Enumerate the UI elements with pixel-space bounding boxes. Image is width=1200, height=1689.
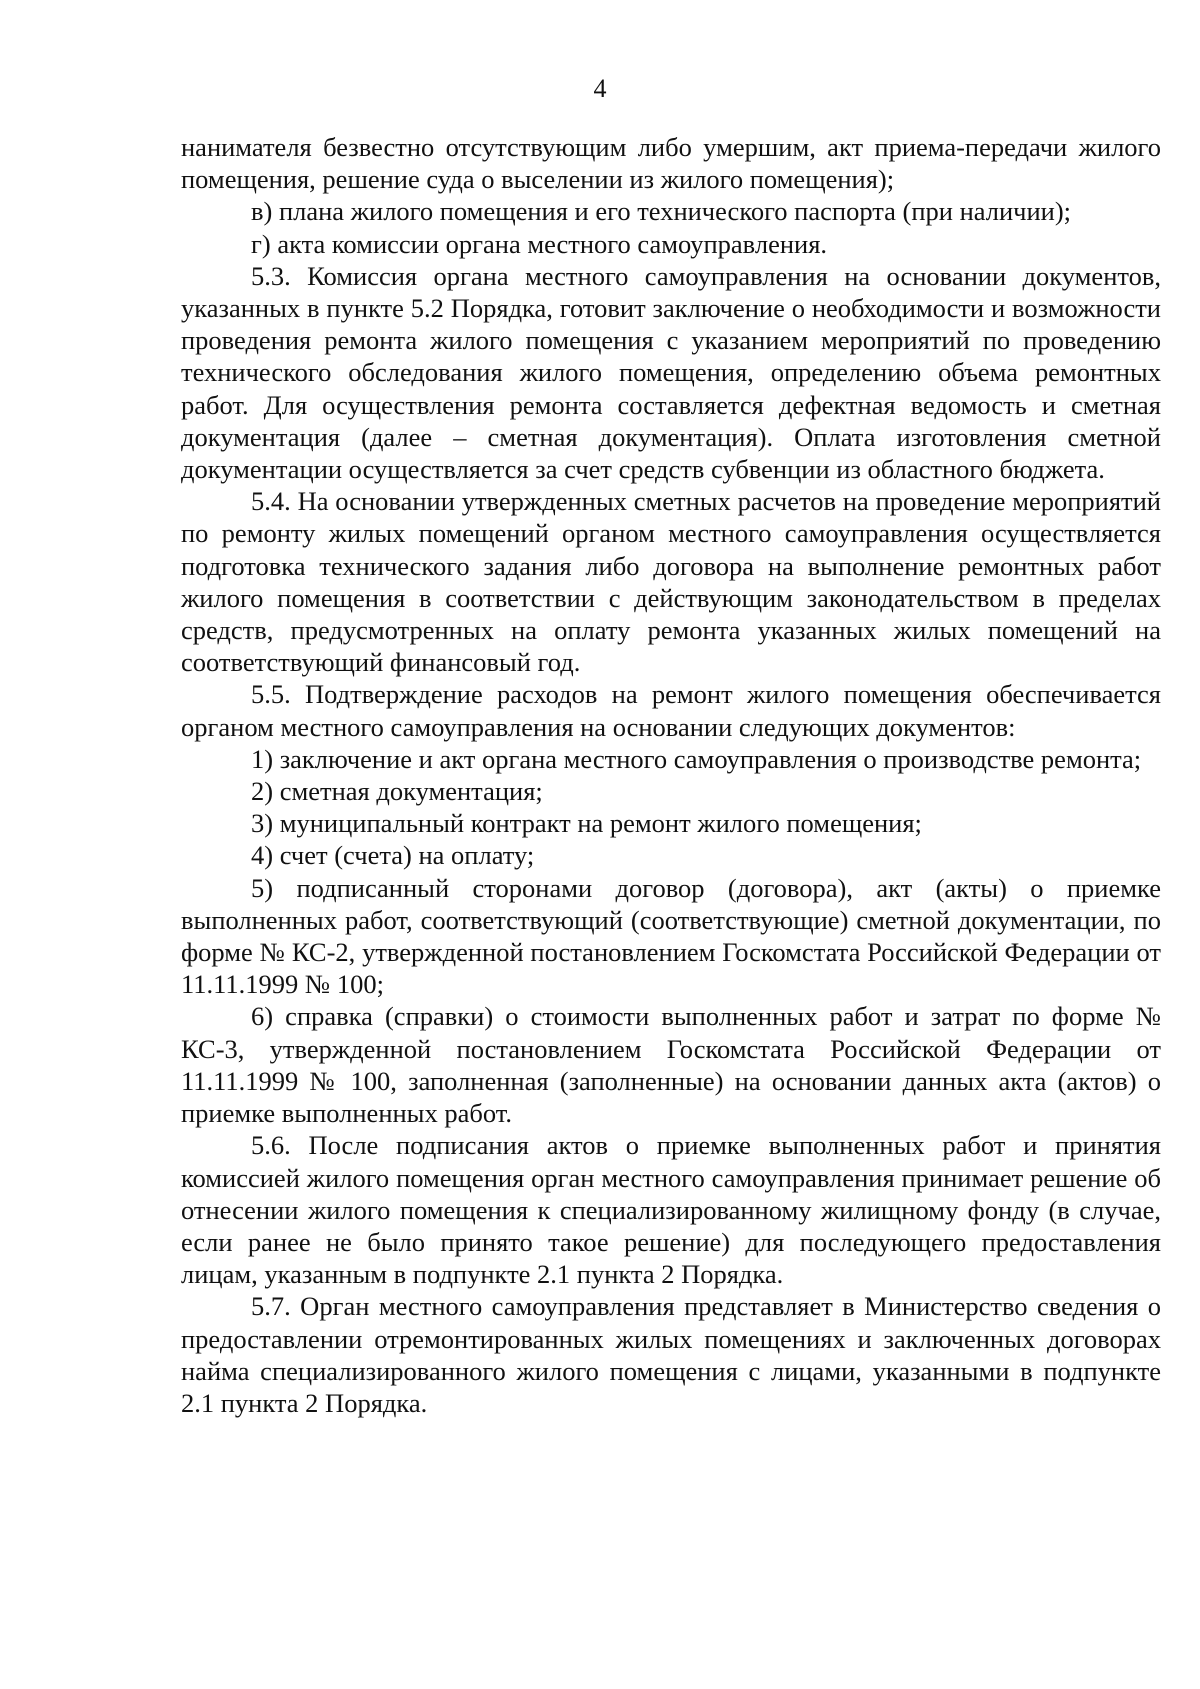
list-item-2: 2) сметная документация; [251, 776, 543, 807]
list-item-4: 4) счет (счета) на оплату; [251, 840, 535, 871]
paragraph-continuation: нанимателя безвестно отсутствующим либо умершим, акт приема-передачи жилого помещения, решение суда о выселении из жилого помещения); [181, 132, 1161, 195]
paragraph-item-g: г) акта комиссии органа местного самоуправления. [251, 228, 828, 259]
paragraph-5-3: 5.3. Комиссия органа местного самоуправления на основании документов, указанных в пункте 5.2 Порядка, готовит заключение о необходимости и возможности проведения ремонта жилого помещения с указанием мероприятий по проведению технического обследования жилого помещения, определению объема ремонтных работ. Для осуществления ремонта составляется дефектная ведомость и сметная документация (далее – сметная документация). Оплата изготовления сметной документации осуществляется за счет средств субвенции из областного бюджета. [181, 260, 1161, 485]
page-number: 4 [593, 74, 607, 103]
list-item-5: 5) подписанный сторонами договор (договора), акт (акты) о приемке выполненных работ, соответствующий (соответствующие) сметной документации, по форме № КС-2, утвержденной постановлением Госкомстата Российской Федерации от 11.11.1999 № 100; [181, 872, 1161, 1000]
paragraph-5-4: 5.4. На основании утвержденных сметных расчетов на проведение мероприятий по ремонту жилых помещений органом местного самоуправления осуществляется подготовка технического задания либо договора на выполнение ремонтных работ жилого помещения в соответствии с действующим законодательством в пределах средств, предусмотренных на оплату ремонта указанных жилых помещений на соответствующий финансовый год. [181, 486, 1161, 678]
paragraph-5-5: 5.5. Подтверждение расходов на ремонт жилого помещения обеспечивается органом местного самоуправления на основании следующих документов: [181, 679, 1161, 742]
list-item-1: 1) заключение и акт органа местного самоуправления о производстве ремонта; [251, 743, 1142, 774]
list-item-3: 3) муниципальный контракт на ремонт жилого помещения; [251, 808, 922, 839]
paragraph-5-7: 5.7. Орган местного самоуправления представляет в Министерство сведения о предоставлении отремонтированных жилых помещениях и заключенных договорах найма специализированного жилого помещения с лицами, указанными в подпункте 2.1 пункта 2 Порядка. [181, 1291, 1161, 1418]
paragraph-item-v: в) плана жилого помещения и его технического паспорта (при наличии); [251, 196, 1072, 227]
document-body [181, 131, 1161, 1419]
paragraph-5-6: 5.6. После подписания актов о приемке выполненных работ и принятия комиссией жилого помещения орган местного самоуправления принимает решение об отнесении жилого помещения к специализированному жилищному фонду (в случае, если ранее не было принято такое решение) для последующего предоставления лицам, указанным в подпункте 2.1 пункта 2 Порядка. [181, 1130, 1161, 1290]
list-item-6: 6) справка (справки) о стоимости выполненных работ и затрат по форме № КС-3, утвержденной постановлением Госкомстата Российской Федерации от 11.11.1999 № 100, заполненная (заполненные) на основании данных акта (актов) о приемке выполненных работ. [181, 1001, 1161, 1129]
